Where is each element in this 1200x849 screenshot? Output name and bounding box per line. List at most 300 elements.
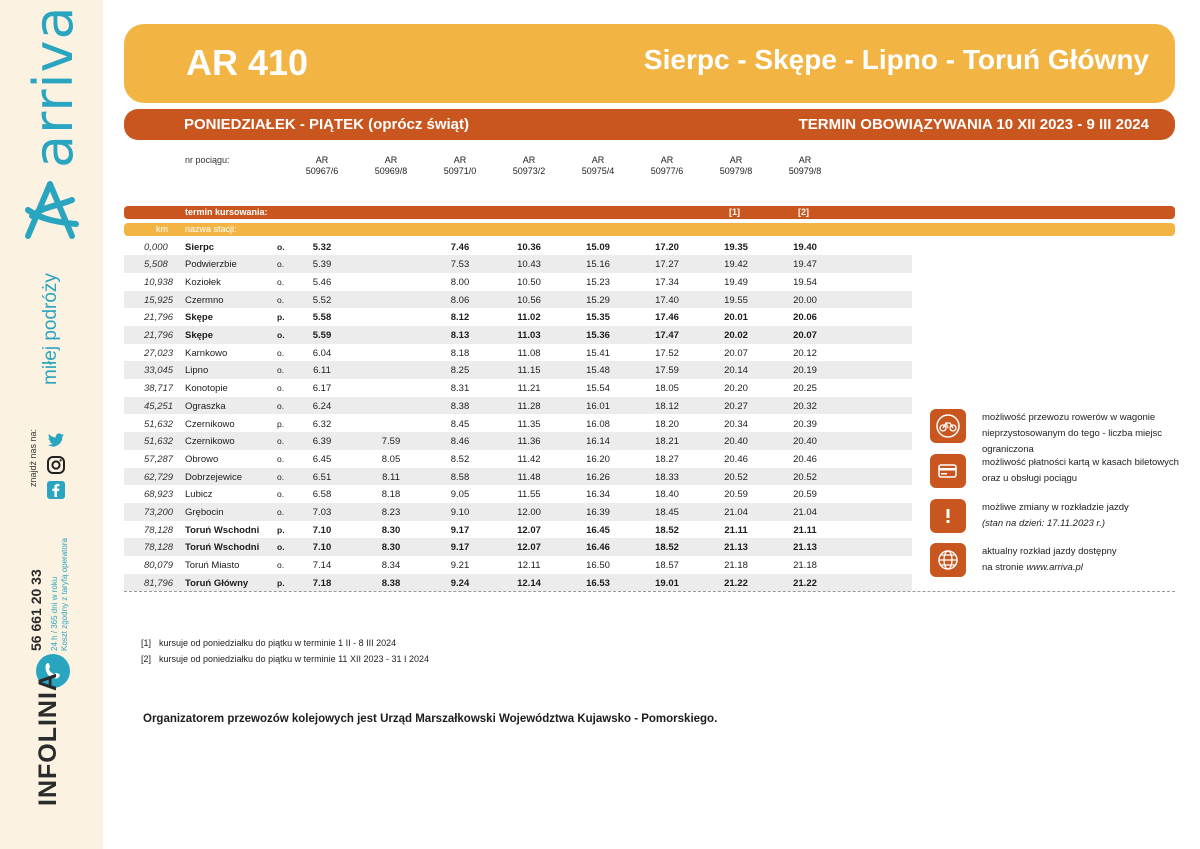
train-number-label: nr pociągu:	[185, 155, 230, 165]
departure-time: 17.46	[655, 312, 679, 324]
departure-time: 6.11	[313, 365, 331, 377]
table-row	[124, 503, 912, 521]
departure-time: 6.17	[312, 383, 332, 395]
train-prefix: AR	[522, 155, 536, 165]
departure-time: 16.34	[586, 489, 610, 501]
table-row	[124, 485, 912, 503]
departure-time: 21.04	[793, 507, 817, 518]
departure-time: 8.30	[381, 524, 401, 536]
train-prefix: AR	[384, 155, 398, 165]
departure-time: 16.20	[586, 453, 610, 465]
phone-hours: 24 h / 365 dni w roku	[50, 576, 59, 651]
station-name: Czermno	[185, 294, 224, 306]
footnote-2-text: kursuje od poniedziałku do piątku w terminie 11 XII 2023 - 31 I 2024	[159, 654, 429, 664]
departure-time: 15.36	[586, 330, 610, 341]
train-prefix: AR	[660, 155, 674, 165]
footnote-2-mark: [2]	[141, 654, 152, 664]
departure-time: 20.12	[793, 347, 817, 359]
brand-name: arriva	[22, 5, 85, 168]
departure-time: 12.07	[517, 542, 541, 554]
departure-time: 16.39	[586, 507, 610, 518]
arrival-departure-mark: o.	[277, 347, 285, 358]
departure-time: 19.47	[793, 259, 817, 271]
phone-cost-note: Koszt zgodny z taryfą operatora	[60, 538, 69, 651]
departure-time: 5.59	[312, 330, 332, 341]
station-km: 51,632	[144, 418, 174, 430]
station-km: 57,287	[144, 453, 174, 465]
station-km: 68,923	[144, 489, 174, 501]
departure-time: 8.31	[450, 383, 470, 395]
departure-time: 20.59	[724, 489, 748, 501]
departure-time: 17.47	[655, 330, 679, 341]
table-row	[124, 574, 912, 592]
validity-period: TERMIN OBOWIĄZYWANIA 10 XII 2023 - 9 III 2024	[798, 116, 1149, 133]
departure-time: 18.52	[655, 542, 679, 554]
arrival-departure-mark: p.	[277, 524, 285, 535]
station-name: Dobrzejewice	[185, 471, 243, 483]
info-card-line2: oraz u obsługi pociągu	[982, 473, 1078, 484]
departure-time: 8.18	[381, 489, 401, 501]
departure-time: 5.52	[312, 294, 332, 306]
tagline: miłej podróży	[40, 273, 61, 385]
departure-time: 9.24	[450, 577, 470, 589]
departure-time: 18.12	[655, 400, 679, 412]
departure-time: 9.17	[450, 524, 470, 536]
table-row	[124, 238, 912, 256]
table-divider	[124, 591, 1175, 592]
train-number	[292, 155, 352, 177]
departure-time: 20.06	[793, 312, 817, 324]
station-name: Karnkowo	[185, 347, 228, 359]
table-row	[124, 361, 912, 379]
info-website	[982, 544, 1117, 576]
departure-time: 8.30	[381, 542, 401, 554]
train-number	[499, 155, 559, 177]
departure-time: 20.01	[724, 312, 748, 324]
departure-time: 21.22	[724, 577, 748, 589]
departure-time: 19.49	[724, 276, 748, 288]
departure-time: 16.45	[586, 524, 610, 536]
departure-time: 17.34	[655, 276, 679, 288]
info-changes-line2: (stan na dzień: 17.11.2023 r.)	[982, 518, 1106, 529]
train-id: 50979/8	[719, 166, 753, 176]
departure-time: 20.34	[724, 418, 748, 430]
departure-time: 21.11	[724, 524, 748, 536]
departure-time: 8.46	[450, 436, 470, 448]
departure-time: 8.38	[381, 577, 401, 589]
departure-time: 19.42	[724, 259, 748, 271]
departure-time: 15.48	[586, 365, 610, 377]
departure-time: 17.40	[655, 294, 679, 306]
departure-time: 12.14	[517, 577, 541, 589]
arriva-logo-icon	[18, 180, 82, 240]
train-id: 50969/8	[374, 166, 408, 176]
station-name: Podwierzbie	[185, 259, 237, 271]
header-banner	[124, 24, 1175, 103]
departure-time: 11.42	[517, 453, 541, 465]
station-km: 21,796	[144, 330, 174, 341]
departure-time: 19.35	[724, 241, 748, 253]
departure-time: 16.26	[586, 471, 610, 483]
departure-time: 8.38	[450, 400, 470, 412]
departure-time: 7.18	[312, 577, 332, 589]
station-name: Grębocin	[185, 507, 224, 518]
info-changes-line1: możliwe zmiany w rozkładzie jazdy	[982, 502, 1129, 513]
departure-time: 5.58	[312, 312, 332, 324]
train-id: 50973/2	[512, 166, 546, 176]
station-km: 45,251	[144, 400, 174, 412]
departure-time: 18.05	[655, 383, 679, 395]
station-name: Ograszka	[185, 400, 226, 412]
departure-time: 8.00	[450, 276, 470, 288]
departure-time: 8.45	[450, 418, 470, 430]
train-id: 50971/0	[443, 166, 477, 176]
departure-time: 11.36	[517, 436, 541, 448]
departure-time: 6.51	[312, 471, 332, 483]
departure-time: 20.52	[724, 471, 748, 483]
departure-time: 20.59	[793, 489, 817, 501]
arrival-departure-mark: o.	[277, 383, 285, 394]
station-km: 15,925	[144, 294, 174, 306]
station-name: Toruń Wschodni	[185, 524, 260, 536]
station-name: Czernikowo	[185, 436, 235, 448]
departure-time: 20.02	[724, 330, 748, 341]
arrival-departure-mark: o.	[277, 241, 285, 252]
departure-time: 21.04	[724, 507, 748, 518]
station-name: Koziołek	[185, 276, 221, 288]
station-km: 27,023	[144, 347, 174, 359]
departure-time: 10.36	[517, 241, 541, 253]
departure-time: 15.23	[586, 276, 610, 288]
departure-time: 11.35	[517, 418, 541, 430]
departure-time: 5.46	[312, 276, 332, 288]
bicycle-icon	[930, 409, 966, 443]
station-name: Toruń Wschodni	[185, 542, 260, 554]
station-km: 33,045	[144, 365, 174, 377]
departure-time: 8.23	[381, 507, 401, 518]
footnote-1-text: kursuje od poniedziałku do piątku w terminie 1 II - 8 III 2024	[159, 638, 397, 648]
departure-time: 7.10	[312, 524, 332, 536]
departure-time: 8.58	[450, 471, 470, 483]
departure-time: 6.39	[312, 436, 332, 448]
arrival-departure-mark: o.	[277, 507, 285, 517]
table-row	[124, 432, 912, 450]
station-km: 38,717	[144, 383, 174, 395]
departure-time: 6.04	[312, 347, 332, 359]
info-website-line1: aktualny rozkład jazdy dostępny	[982, 546, 1117, 557]
footnote-1	[141, 638, 396, 648]
departure-time: 6.32	[312, 418, 332, 430]
departure-time: 20.25	[793, 383, 817, 395]
departure-time: 21.11	[793, 524, 817, 536]
arrival-departure-mark: o.	[277, 436, 285, 447]
departure-time: 12.07	[517, 524, 541, 536]
departure-time: 20.27	[724, 400, 748, 412]
arrival-departure-mark: o.	[277, 294, 285, 305]
train-number	[706, 155, 766, 177]
organizer-note: Organizatorem przewozów kolejowych jest Urząd Marszałkowski Województwa Kujawsko - Pomorskiego.	[143, 713, 718, 725]
train-number	[568, 155, 628, 177]
departure-time: 16.08	[586, 418, 610, 430]
find-us-label: znajdź nas na:	[28, 428, 38, 487]
departure-time: 20.07	[724, 347, 748, 359]
train-prefix: AR	[453, 155, 467, 165]
departure-time: 9.10	[450, 507, 470, 518]
departure-time: 17.52	[655, 347, 679, 359]
departure-time: 11.21	[517, 383, 541, 395]
train-prefix: AR	[798, 155, 812, 165]
departure-time: 18.20	[655, 418, 679, 430]
arrival-departure-mark: o.	[277, 453, 285, 464]
facebook-icon[interactable]	[46, 480, 66, 500]
train-number	[637, 155, 697, 177]
station-name: Skępe	[185, 330, 213, 341]
departure-time: 21.22	[793, 577, 817, 589]
departure-time: 17.20	[655, 241, 679, 253]
station-km: 78,128	[144, 524, 174, 536]
arrival-departure-mark: o.	[277, 276, 285, 287]
table-row	[124, 273, 912, 291]
departure-time: 7.59	[381, 436, 401, 448]
station-name: Skępe	[185, 312, 213, 324]
departure-time: 11.48	[517, 471, 541, 483]
departure-time: 18.40	[655, 489, 679, 501]
departure-time: 19.40	[793, 241, 817, 253]
departure-time: 18.27	[655, 453, 679, 465]
train-number	[775, 155, 835, 177]
station-km: 73,200	[144, 507, 174, 518]
departure-time: 15.54	[586, 383, 610, 395]
departure-time: 21.18	[793, 560, 817, 572]
departure-time: 5.32	[312, 241, 332, 253]
station-km: 5,508	[144, 259, 168, 271]
line-code: AR 410	[186, 42, 309, 83]
warning-icon	[930, 499, 966, 533]
train-prefix: AR	[315, 155, 329, 165]
departure-time: 7.03	[312, 507, 332, 518]
arrival-departure-mark: p.	[277, 312, 285, 323]
departure-time: 21.18	[724, 560, 748, 572]
info-bicycle-line1: możliwość przewozu rowerów w wagonie	[982, 412, 1156, 423]
departure-time: 18.57	[655, 560, 679, 572]
departure-time: 6.45	[312, 453, 332, 465]
station-km: 62,729	[144, 471, 174, 483]
departure-time: 8.52	[450, 453, 470, 465]
departure-time: 7.53	[450, 259, 470, 271]
departure-time: 8.05	[381, 453, 401, 465]
departure-time: 20.14	[724, 365, 748, 377]
departure-time: 9.05	[450, 489, 470, 501]
footnote-2	[141, 654, 429, 664]
table-row	[124, 308, 912, 326]
departure-time: 20.40	[793, 436, 817, 448]
departure-time: 12.00	[517, 507, 541, 518]
departure-time: 19.55	[724, 294, 748, 306]
departure-time: 20.19	[793, 365, 817, 377]
departure-time: 20.46	[724, 453, 748, 465]
station-km: 10,938	[144, 276, 174, 288]
departure-time: 10.43	[517, 259, 541, 271]
departure-time: 8.34	[381, 560, 401, 572]
footnote-1-mark: [1]	[141, 638, 152, 648]
departure-time: 15.41	[586, 347, 610, 359]
departure-time: 20.40	[724, 436, 748, 448]
station-name: Konotopie	[185, 383, 228, 395]
info-bicycle	[982, 410, 1200, 458]
departure-time: 16.01	[586, 400, 610, 412]
header-subbar	[124, 109, 1175, 140]
station-header-bar	[124, 223, 1175, 236]
train-number	[430, 155, 490, 177]
table-row	[124, 344, 912, 362]
info-card-line1: możliwość płatności kartą w kasach biletowych	[982, 457, 1179, 468]
departure-time: 10.56	[517, 294, 541, 306]
departure-time: 15.09	[586, 241, 610, 253]
info-card-payment	[982, 455, 1179, 487]
departure-time: 9.17	[450, 542, 470, 554]
table-row	[124, 556, 912, 574]
table-row	[124, 326, 912, 344]
departure-time: 12.11	[517, 560, 541, 572]
infolinia-label: INFOLINIA	[34, 672, 62, 806]
station-name: Lipno	[185, 365, 209, 377]
arrival-departure-mark: o.	[277, 330, 285, 340]
departure-time: 20.39	[793, 418, 817, 430]
globe-icon	[930, 543, 966, 577]
departure-time: 20.00	[793, 294, 817, 306]
station-name: Sierpc	[185, 241, 215, 253]
departure-time: 21.13	[793, 542, 817, 554]
station-km: 78,128	[144, 542, 174, 554]
departure-time: 20.52	[793, 471, 817, 483]
departure-time: 8.06	[450, 294, 470, 306]
departure-time: 21.13	[724, 542, 748, 554]
station-km: 80,079	[144, 560, 174, 572]
run-dates-bar	[124, 206, 1175, 219]
table-row	[124, 450, 912, 468]
train-number	[361, 155, 421, 177]
arrival-departure-mark: p.	[277, 577, 285, 588]
station-km: 81,796	[144, 577, 174, 589]
departure-time: 8.11	[382, 471, 400, 483]
departure-time: 11.55	[517, 489, 541, 501]
arrival-departure-mark: o.	[277, 489, 285, 500]
run-dates-label: termin kursowania:	[185, 207, 268, 217]
departure-time: 18.52	[655, 524, 679, 536]
departure-time: 11.03	[517, 330, 541, 341]
arrival-departure-mark: o.	[277, 542, 285, 553]
station-name: Lubicz	[185, 489, 213, 501]
departure-time: 7.46	[450, 241, 470, 253]
station-km: 21,796	[144, 312, 174, 324]
table-row	[124, 538, 912, 556]
table-row	[124, 468, 912, 486]
table-row	[124, 415, 912, 433]
website-link[interactable]: www.arriva.pl	[1026, 562, 1083, 573]
departure-time: 8.12	[450, 312, 470, 324]
station-name: Toruń Główny	[185, 577, 249, 589]
train-id: 50975/4	[581, 166, 615, 176]
arrival-departure-mark: o.	[277, 400, 285, 411]
sidebar	[0, 0, 103, 849]
departure-time: 18.45	[655, 507, 679, 518]
departure-time: 6.24	[312, 400, 332, 412]
departure-time: 17.59	[655, 365, 679, 377]
departure-time: 15.16	[586, 259, 610, 271]
station-header: nazwa stacji:	[185, 224, 237, 234]
departure-time: 16.50	[586, 560, 610, 572]
departure-time: 20.32	[793, 400, 817, 412]
departure-time: 17.27	[655, 259, 679, 271]
route-title: Sierpc - Skępe - Lipno - Toruń Główny	[643, 44, 1149, 75]
departure-time: 19.54	[793, 276, 817, 288]
station-km: 0,000	[144, 241, 168, 253]
departure-time: 11.02	[517, 312, 541, 324]
departure-time: 7.10	[312, 542, 332, 554]
station-name: Obrowo	[185, 453, 219, 465]
arrival-departure-mark: o.	[277, 259, 285, 270]
run-note: [1]	[729, 207, 740, 217]
train-id: 50979/8	[788, 166, 822, 176]
departure-time: 8.18	[450, 347, 470, 359]
departure-time: 8.25	[450, 365, 470, 377]
departure-time: 16.14	[586, 436, 610, 448]
departure-time: 8.13	[450, 330, 470, 341]
departure-time: 10.50	[517, 276, 541, 288]
arrival-departure-mark: o.	[277, 471, 285, 482]
departure-time: 20.07	[793, 330, 817, 341]
card-payment-icon	[930, 454, 966, 488]
table-row	[124, 255, 912, 273]
train-id: 50977/6	[650, 166, 684, 176]
info-schedule-changes	[982, 500, 1129, 532]
departure-time: 16.46	[586, 542, 610, 554]
train-prefix: AR	[729, 155, 743, 165]
operating-days: PONIEDZIAŁEK - PIĄTEK (oprócz świąt)	[184, 116, 470, 133]
departure-time: 15.35	[586, 312, 610, 324]
twitter-icon[interactable]	[46, 430, 66, 450]
departure-time: 11.15	[517, 365, 541, 377]
info-website-prefix: na stronie	[982, 562, 1027, 573]
km-header: km	[156, 224, 168, 234]
departure-time: 16.53	[586, 577, 610, 589]
table-row	[124, 397, 912, 415]
table-row	[124, 291, 912, 309]
phone-number: 56 661 20 33	[28, 569, 44, 651]
departure-time: 19.01	[655, 577, 679, 589]
info-bicycle-line2: nieprzystosowanym do tego - liczba miejsc ograniczona	[982, 428, 1163, 455]
departure-time: 18.33	[655, 471, 679, 483]
instagram-icon[interactable]	[46, 455, 66, 475]
run-note: [2]	[798, 207, 809, 217]
departure-time: 20.20	[724, 383, 748, 395]
arrival-departure-mark: o.	[277, 365, 285, 376]
arrival-departure-mark: p.	[277, 418, 285, 429]
departure-time: 9.21	[450, 560, 470, 572]
station-km: 51,632	[144, 436, 174, 448]
train-id: 50967/6	[305, 166, 339, 176]
station-name: Czernikowo	[185, 418, 235, 430]
station-name: Toruń Miasto	[185, 560, 240, 572]
train-prefix: AR	[591, 155, 605, 165]
departure-time: 6.58	[312, 489, 332, 501]
departure-time: 15.29	[586, 294, 610, 306]
table-row	[124, 521, 912, 539]
departure-time: 20.46	[793, 453, 817, 465]
departure-time: 18.21	[655, 436, 679, 448]
arrival-departure-mark: o.	[277, 560, 285, 571]
table-row	[124, 379, 912, 397]
